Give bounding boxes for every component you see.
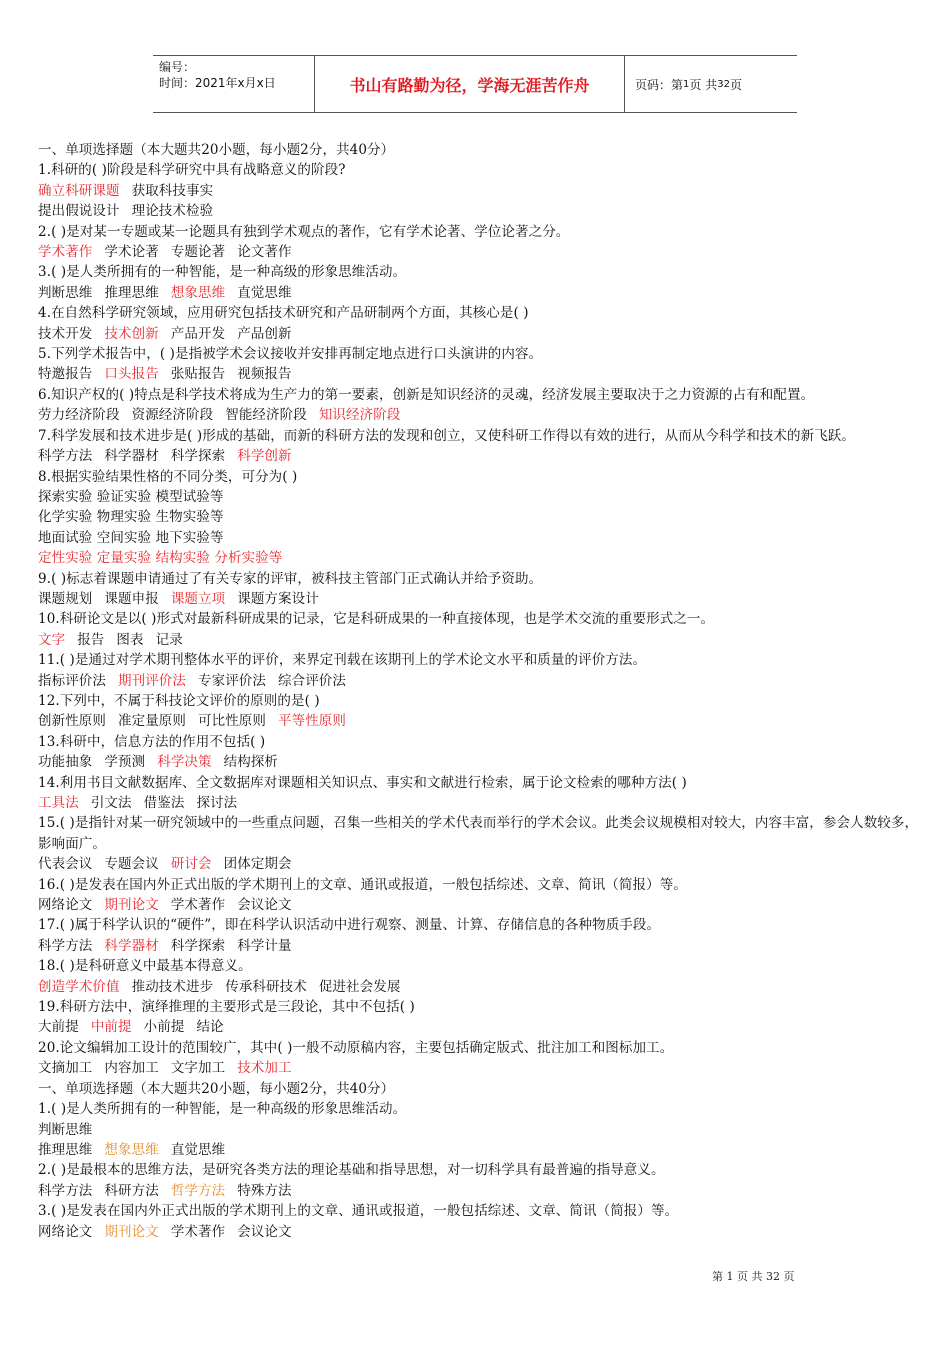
choice-option: 综合评价法	[278, 672, 346, 689]
choice-option: 传承科研技术	[225, 978, 307, 995]
time-label: 时间：2021年x月x日	[159, 76, 276, 90]
choice-option: 劳力经济阶段	[38, 407, 120, 424]
choice-option: 图表	[116, 631, 144, 648]
text-line: 2.( )是对某一专题或某一论题具有独到学术观点的著作，它有学术论著、学位论著之分。	[38, 223, 570, 240]
text-line: 19.科研方法中，演绎推理的主要形式是三段论，其中不包括( )	[38, 999, 415, 1016]
option-line	[38, 711, 928, 731]
text-line: 10.科研论文是以( )形式对最新科研成果的记录，它是科研成果的一种直接体现，也是学术交流的重要形式之一。	[38, 611, 715, 628]
text-line: 1.( )是人类所拥有的一种智能，是一种高级的形象思维活动。	[38, 1101, 407, 1118]
choice-option: 课题申报	[104, 590, 159, 607]
choice-option: 报告	[77, 631, 105, 648]
option-line	[38, 752, 928, 772]
text-line: 1.科研的( )阶段是科学研究中具有战略意义的阶段?	[38, 162, 346, 179]
page-prefix: 页码：第	[635, 77, 684, 92]
choice-option: 准定量原则	[118, 713, 186, 730]
choice-option: 指标评价法	[38, 672, 106, 689]
answer-option: 学术著作	[38, 244, 93, 261]
option-line	[38, 1017, 928, 1037]
text-line: 15.( )是指针对某一研究领域中的一些重点问题，召集一些相关的学术代表而举行的学术会议。此类会议规模相对较大，内容丰富，参会人数较多，影响面广。	[38, 815, 919, 852]
choice-option: 创新性原则	[38, 713, 106, 730]
text-line: 化学实验 物理实验 生物实验等	[38, 509, 224, 526]
text-line: 14.利用书目文献数据库、全文数据库对课题相关知识点、事实和文献进行检索，属于论文检索的哪种方法( )	[38, 774, 687, 791]
option-line	[38, 854, 928, 874]
answer-option: 平等性原则	[278, 713, 346, 730]
answer-option: 科学创新	[237, 448, 292, 465]
text-line: 20.论文编辑加工设计的范围较广，其中( )一般不动原稿内容，主要包括确定版式、批注加工和图标加工。	[38, 1039, 674, 1056]
choice-option: 科学器材	[104, 448, 159, 465]
choice-option: 内容加工	[104, 1060, 159, 1077]
answer-option: 科学器材	[104, 937, 159, 954]
option-line	[38, 671, 928, 691]
page-header	[153, 55, 797, 113]
text-line: 7.科学发展和技术进步是( )形成的基础，而新的科研方法的发现和创立，又使科研工作得以有效的进行，从而从今科学和技术的新飞跃。	[38, 427, 856, 444]
header-motto: 书山有路勤为径，学海无涯苦作舟	[315, 56, 625, 112]
text-line: 13.科研中，信息方法的作用不包括( )	[38, 733, 266, 750]
text-line: 探索实验 验证实验 模型试验等	[38, 488, 224, 505]
question-list	[38, 140, 928, 1242]
choice-option: 特邀报告	[38, 366, 93, 383]
choice-option: 团体定期会	[223, 856, 292, 873]
option-line	[38, 895, 928, 915]
answer-option: 中前提	[90, 1019, 132, 1036]
choice-option: 推理思维	[38, 1141, 93, 1158]
choice-option: 科学探索	[170, 937, 226, 954]
option-line	[38, 1058, 928, 1078]
text-line: 9.( )标志着课题申请通过了有关专家的评审，被科技主管部门正式确认并给予资助。	[38, 570, 543, 587]
option-line	[38, 201, 928, 221]
answer-option: 研讨会	[170, 856, 212, 873]
choice-option: 特殊方法	[237, 1182, 292, 1199]
choice-option: 专题会议	[104, 856, 159, 873]
option-line	[38, 630, 928, 650]
option-line	[38, 446, 928, 466]
choice-option: 智能经济阶段	[225, 407, 307, 424]
option-line	[38, 793, 928, 813]
choice-option: 提出假说设计	[38, 203, 120, 220]
choice-option: 科学计量	[237, 937, 292, 954]
choice-option: 学术著作	[170, 1223, 226, 1240]
option-line	[38, 324, 928, 344]
choice-option: 网络论文	[38, 897, 93, 914]
text-line: 定性实验 定量实验 结构实验 分析实验等	[38, 550, 283, 567]
choice-option: 技术开发	[38, 325, 93, 342]
option-line	[38, 1140, 928, 1160]
choice-option: 可比性原则	[198, 713, 266, 730]
answer-option: 创造学术价值	[38, 978, 120, 995]
text-line: 8.根据实验结果性格的不同分类，可分为( )	[38, 468, 298, 485]
text-line: 4.在自然科学研究领域，应用研究包括技术研究和产品研制两个方面，其核心是( )	[38, 305, 529, 322]
text-line: 16.( )是发表在国内外正式出版的学术期刊上的文章、通讯或报道，一般包括综述、文章、简讯（简报）等。	[38, 876, 687, 893]
choice-option: 科学方法	[38, 1182, 93, 1199]
answer-option: 工具法	[38, 795, 79, 811]
choice-option: 获取科技事实	[131, 182, 214, 199]
text-line: 地面试验 空间实验 地下实验等	[38, 529, 224, 546]
choice-option: 专题论著	[170, 244, 226, 261]
page-number: 1	[683, 78, 690, 90]
text-line: 3.( )是发表在国内外正式出版的学术期刊上的文章、通讯或报道，一般包括综述、文章、简讯（简报）等。	[38, 1203, 679, 1220]
choice-option: 直觉思维	[237, 284, 292, 301]
answer-option: 知识经济阶段	[318, 407, 401, 424]
answer-option: 哲学方法	[170, 1182, 226, 1199]
option-line	[38, 364, 928, 384]
option-line	[38, 242, 928, 262]
option-line	[38, 977, 928, 997]
answer-option: 期刊评价法	[118, 672, 186, 689]
choice-option: 课题规划	[38, 590, 93, 607]
text-line: 3.( )是人类所拥有的一种智能，是一种高级的形象思维活动。	[38, 264, 407, 281]
choice-option: 直觉思维	[170, 1141, 226, 1158]
text-line: 2.( )是最根本的思维方法，是研究各类方法的理论基础和指导思想，对一切科学具有最普遍的指导意义。	[38, 1162, 665, 1179]
choice-option: 会议论文	[237, 897, 292, 914]
text-line: 17.( )属于科学认识的“硬件”，即在科学认识活动中进行观察、测量、计算、存储信息的各种物质手段。	[38, 917, 661, 934]
choice-option: 科学探索	[170, 448, 226, 465]
text-line: 一、单项选择题（本大题共20小题，每小题2分，共40分）	[38, 1080, 395, 1097]
choice-option: 科学方法	[38, 448, 93, 465]
text-line: 5.下列学术报告中，( )是指被学术会议接收并安排再制定地点进行口头演讲的内容。	[38, 346, 543, 363]
answer-option: 口头报告	[104, 366, 159, 383]
page-footer: 第 1 页 共 32 页	[712, 1270, 795, 1283]
choice-option: 大前提	[38, 1019, 79, 1036]
choice-option: 文字加工	[170, 1060, 226, 1077]
answer-option: 文字	[38, 631, 66, 648]
choice-option: 专家评价法	[198, 672, 266, 689]
option-line	[38, 283, 928, 303]
answer-option: 想象思维	[170, 284, 226, 301]
choice-option: 记录	[155, 631, 183, 648]
choice-option: 科研方法	[104, 1182, 159, 1199]
answer-option: 确立科研课题	[38, 182, 120, 199]
choice-option: 判断思维	[38, 284, 93, 301]
choice-option: 功能抽象	[38, 754, 93, 771]
choice-option: 探讨法	[196, 795, 238, 811]
choice-option: 结构探析	[223, 754, 279, 771]
answer-option: 技术加工	[237, 1060, 292, 1077]
option-line	[38, 181, 928, 201]
answer-option: 想象思维	[104, 1141, 159, 1158]
header-meta	[153, 56, 315, 112]
option-line	[38, 1222, 928, 1242]
text-line: 6.知识产权的( )特点是科学技术将成为生产力的第一要素，创新是知识经济的灵魂，经济发展主要取决于之力资源的占有和配置。	[38, 386, 815, 403]
choice-option: 推动技术进步	[131, 978, 214, 995]
answer-option: 期刊论文	[104, 1223, 159, 1240]
choice-option: 促进社会发展	[318, 978, 401, 995]
text-line: 判断思维	[38, 1121, 93, 1138]
code-label: 编号：	[159, 60, 196, 74]
choice-option: 结论	[196, 1019, 224, 1036]
choice-option: 资源经济阶段	[131, 407, 214, 424]
choice-option: 学术论著	[104, 244, 159, 261]
choice-option: 张贴报告	[170, 366, 226, 383]
option-line	[38, 936, 928, 956]
choice-option: 文摘加工	[38, 1060, 93, 1077]
choice-option: 理论技术检验	[131, 203, 214, 220]
choice-option: 借鉴法	[143, 795, 185, 811]
option-line	[38, 1181, 928, 1201]
choice-option: 代表会议	[38, 856, 93, 873]
choice-option: 学预测	[104, 754, 146, 771]
answer-option: 期刊论文	[104, 897, 159, 914]
choice-option: 小前提	[143, 1019, 185, 1036]
choice-option: 科学方法	[38, 937, 93, 954]
page-total: 32	[717, 78, 730, 90]
text-line: 12.下列中，不属于科技论文评价的原则的是( )	[38, 692, 320, 709]
choice-option: 网络论文	[38, 1223, 93, 1240]
choice-option: 推理思维	[104, 284, 159, 301]
choice-option: 论文著作	[237, 244, 292, 261]
choice-option: 学术著作	[170, 897, 226, 914]
text-line: 一、单项选择题（本大题共20小题，每小题2分，共40分）	[38, 142, 395, 158]
text-line: 18.( )是科研意义中最基本得意义。	[38, 958, 252, 975]
page-suffix: 页	[729, 77, 742, 92]
answer-option: 技术创新	[104, 325, 159, 342]
page-mid: 页 共	[689, 77, 718, 92]
choice-option: 会议论文	[237, 1223, 292, 1240]
option-line	[38, 405, 928, 425]
choice-option: 课题方案设计	[237, 590, 319, 607]
header-page-info	[625, 56, 797, 112]
option-line	[38, 589, 928, 609]
choice-option: 产品创新	[237, 325, 292, 342]
answer-option: 科学决策	[157, 754, 212, 771]
choice-option: 引文法	[90, 795, 132, 811]
choice-option: 视频报告	[237, 366, 292, 383]
answer-option: 课题立项	[170, 590, 226, 607]
text-line: 11.( )是通过对学术期刊整体水平的评价，来界定刊载在该期刊上的学术论文水平和质量的评价方法。	[38, 652, 647, 669]
choice-option: 产品开发	[170, 325, 226, 342]
